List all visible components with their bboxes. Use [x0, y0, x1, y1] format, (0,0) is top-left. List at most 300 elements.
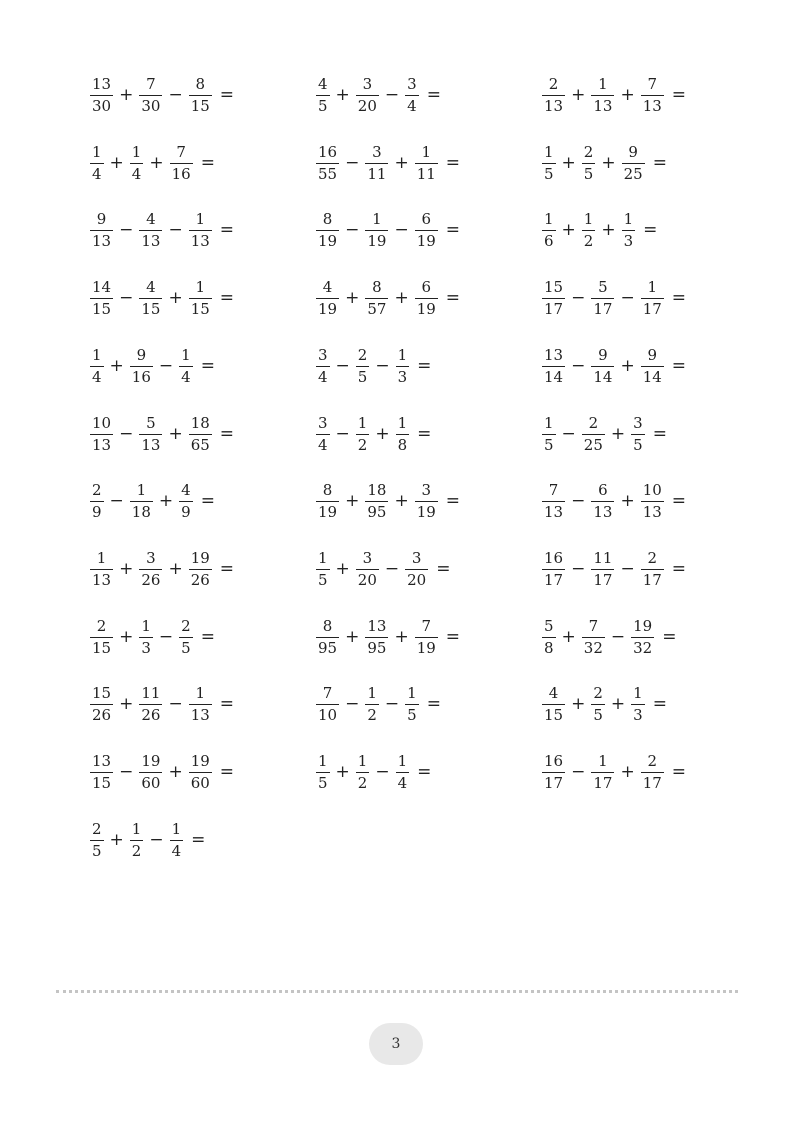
fraction	[591, 74, 614, 115]
fraction-numerator: 4	[181, 480, 191, 499]
math-problem	[540, 680, 667, 728]
fraction-denominator: 26	[141, 705, 161, 724]
fraction-numerator: 3	[318, 345, 328, 364]
operator-sign: −	[335, 424, 350, 444]
math-problem	[314, 477, 460, 525]
operator-sign: +	[149, 153, 164, 173]
fraction-numerator: 13	[92, 74, 112, 93]
fraction-numerator: 1	[96, 548, 107, 567]
fraction	[316, 480, 339, 521]
fraction-numerator: 3	[372, 142, 382, 161]
operator-sign: +	[119, 559, 134, 579]
fraction-denominator: 5	[633, 435, 643, 454]
fraction-denominator: 13	[92, 435, 112, 454]
fraction	[396, 413, 410, 454]
fraction-numerator: 3	[407, 74, 417, 93]
fraction-denominator: 4	[318, 367, 328, 386]
operator-sign: +	[119, 627, 134, 647]
fraction	[356, 345, 370, 386]
fraction	[179, 345, 193, 386]
fraction	[170, 819, 184, 860]
operator-sign: +	[610, 694, 626, 714]
fraction-denominator: 95	[367, 638, 387, 657]
fraction-denominator: 5	[544, 164, 554, 183]
operator-sign: +	[561, 153, 576, 173]
fraction-denominator: 2	[583, 231, 594, 250]
fraction	[542, 751, 565, 792]
fraction	[405, 74, 419, 115]
fraction-denominator: 30	[92, 96, 112, 115]
fraction-denominator: 20	[357, 96, 377, 115]
fraction-numerator: 2	[647, 751, 657, 770]
operator-sign: −	[384, 559, 400, 579]
fraction	[170, 142, 193, 183]
fraction	[542, 413, 556, 454]
math-problem	[88, 139, 215, 187]
fraction-numerator: 1	[397, 345, 408, 364]
fraction-numerator: 8	[322, 209, 333, 228]
fraction-denominator: 8	[397, 435, 408, 454]
operator-sign: +	[168, 762, 183, 782]
page-number: 3	[391, 1036, 401, 1052]
fraction-denominator: 19	[416, 231, 436, 250]
fraction	[622, 142, 645, 183]
fraction	[641, 548, 664, 589]
fraction-denominator: 19	[367, 231, 387, 250]
fraction-denominator: 4	[92, 367, 102, 386]
fraction-numerator: 11	[141, 683, 161, 702]
operator-sign: +	[119, 694, 134, 714]
fraction-numerator: 10	[92, 413, 112, 432]
fraction	[316, 616, 339, 657]
math-problem	[540, 206, 657, 254]
operator-sign: +	[601, 153, 616, 173]
math-problem	[314, 748, 431, 796]
operator-sign: −	[168, 85, 183, 105]
fraction	[582, 209, 596, 250]
fraction-denominator: 5	[318, 96, 328, 115]
fraction	[130, 142, 144, 183]
fraction-numerator: 4	[322, 277, 333, 296]
fraction-denominator: 3	[397, 367, 408, 386]
math-problem	[540, 477, 686, 525]
fraction-numerator: 2	[548, 74, 559, 93]
fraction-denominator: 25	[583, 435, 603, 454]
fraction	[405, 548, 428, 589]
fraction	[189, 413, 212, 454]
fraction	[631, 413, 645, 454]
fraction	[631, 683, 645, 724]
math-problem	[314, 545, 450, 593]
fraction-numerator: 1	[397, 413, 408, 432]
fraction-denominator: 17	[642, 299, 662, 318]
fraction-denominator: 20	[407, 570, 427, 589]
fraction-numerator: 1	[583, 209, 594, 228]
dotted-cut-line	[56, 990, 738, 993]
fraction	[316, 277, 339, 318]
operator-sign: +	[620, 356, 635, 376]
fraction-denominator: 4	[397, 773, 408, 792]
fraction-denominator: 16	[171, 164, 191, 183]
fraction-denominator: 4	[171, 841, 182, 860]
fraction-numerator: 9	[647, 345, 657, 364]
equals-sign: =	[671, 559, 687, 579]
fraction-denominator: 15	[190, 299, 210, 318]
fraction	[316, 345, 330, 386]
math-problem	[88, 342, 215, 390]
fraction-denominator: 17	[544, 570, 564, 589]
fraction-numerator: 9	[628, 142, 638, 161]
fraction	[365, 209, 388, 250]
fraction	[189, 209, 212, 250]
equals-sign: =	[219, 424, 235, 444]
operator-sign: −	[149, 830, 164, 850]
equals-sign: =	[445, 220, 461, 240]
math-problem	[314, 139, 460, 187]
operator-sign: +	[571, 694, 586, 714]
fraction-numerator: 1	[171, 819, 182, 838]
fraction	[139, 548, 162, 589]
equals-sign: =	[445, 627, 461, 647]
fraction	[415, 142, 438, 183]
operator-sign: −	[345, 220, 360, 240]
fraction-denominator: 17	[544, 773, 564, 792]
fraction-numerator: 2	[96, 616, 107, 635]
operator-sign: +	[168, 288, 183, 308]
fraction-numerator: 5	[146, 413, 156, 432]
fraction-denominator: 15	[141, 299, 161, 318]
fraction	[316, 548, 330, 589]
equals-sign: =	[417, 424, 432, 444]
fraction-denominator: 25	[623, 164, 643, 183]
fraction-numerator: 1	[131, 819, 142, 838]
math-problem	[88, 680, 234, 728]
fraction	[582, 142, 596, 183]
equals-sign: =	[652, 153, 667, 173]
fraction	[130, 345, 153, 386]
fraction-numerator: 5	[598, 277, 608, 296]
operator-sign: +	[610, 424, 626, 444]
fraction-denominator: 17	[642, 773, 662, 792]
math-problem	[314, 71, 441, 119]
fraction	[542, 74, 565, 115]
fraction-numerator: 2	[92, 819, 102, 838]
equals-sign: =	[671, 491, 687, 511]
operator-sign: +	[335, 762, 350, 782]
equals-sign: =	[219, 220, 235, 240]
operator-sign: −	[394, 220, 409, 240]
equals-sign: =	[436, 559, 451, 579]
fraction	[591, 277, 614, 318]
fraction-denominator: 13	[190, 705, 210, 724]
fraction-denominator: 13	[141, 231, 161, 250]
fraction-numerator: 18	[367, 480, 387, 499]
fraction-denominator: 14	[544, 367, 564, 386]
fraction-numerator: 7	[588, 616, 599, 635]
fraction	[90, 413, 113, 454]
math-problem	[314, 274, 460, 322]
fraction-denominator: 4	[92, 164, 102, 183]
fraction	[415, 209, 438, 250]
fraction-numerator: 2	[588, 413, 599, 432]
fraction	[542, 209, 556, 250]
operator-sign: +	[168, 559, 183, 579]
fraction-denominator: 9	[181, 502, 191, 521]
fraction-denominator: 19	[416, 502, 436, 521]
fraction-numerator: 7	[421, 616, 431, 635]
fraction-numerator: 19	[190, 548, 210, 567]
operator-sign: −	[335, 356, 350, 376]
equals-sign: =	[417, 356, 432, 376]
fraction	[139, 277, 162, 318]
fraction-numerator: 1	[623, 209, 634, 228]
fraction-numerator: 1	[181, 345, 191, 364]
operator-sign: +	[345, 491, 360, 511]
fraction-numerator: 1	[397, 751, 408, 770]
fraction	[90, 277, 113, 318]
equals-sign: =	[671, 762, 687, 782]
equals-sign: =	[426, 694, 441, 714]
operator-sign: −	[375, 762, 390, 782]
fraction-denominator: 57	[367, 299, 387, 318]
fraction	[90, 142, 104, 183]
math-problem	[540, 139, 667, 187]
fraction-numerator: 3	[421, 480, 431, 499]
fraction-numerator: 3	[318, 413, 328, 432]
operator-sign: +	[345, 627, 360, 647]
operator-sign: +	[335, 559, 350, 579]
fraction	[179, 616, 193, 657]
equals-sign: =	[219, 85, 235, 105]
fraction-numerator: 7	[176, 142, 186, 161]
fraction-denominator: 5	[318, 570, 328, 589]
equals-sign: =	[219, 762, 235, 782]
fraction-denominator: 15	[92, 773, 112, 792]
operator-sign: −	[571, 762, 586, 782]
fraction-numerator: 2	[647, 548, 657, 567]
operator-sign: −	[571, 491, 586, 511]
fraction	[139, 74, 162, 115]
math-problem	[88, 748, 234, 796]
fraction	[139, 683, 162, 724]
fraction-denominator: 4	[318, 435, 328, 454]
operator-sign: +	[620, 85, 635, 105]
fraction-numerator: 8	[322, 480, 333, 499]
fraction-denominator: 95	[318, 638, 338, 657]
math-problem	[540, 274, 686, 322]
fraction-numerator: 1	[195, 277, 205, 296]
fraction-numerator: 1	[647, 277, 657, 296]
equals-sign: =	[671, 356, 687, 376]
fraction-denominator: 26	[190, 570, 210, 589]
math-problem	[314, 680, 441, 728]
fraction	[396, 345, 410, 386]
fraction-denominator: 3	[141, 638, 151, 657]
fraction	[641, 345, 664, 386]
fraction-denominator: 30	[141, 96, 161, 115]
fraction	[405, 683, 419, 724]
fraction-numerator: 1	[544, 209, 554, 228]
fraction	[189, 751, 212, 792]
operator-sign: −	[119, 288, 134, 308]
equals-sign: =	[671, 85, 687, 105]
fraction-denominator: 9	[92, 502, 102, 521]
fraction-numerator: 1	[195, 683, 205, 702]
fraction-denominator: 17	[593, 570, 613, 589]
fraction-numerator: 7	[322, 683, 333, 702]
math-problem	[540, 545, 686, 593]
math-problem	[314, 342, 431, 390]
fraction-denominator: 3	[633, 705, 643, 724]
operator-sign: +	[620, 762, 635, 782]
fraction-numerator: 1	[367, 683, 377, 702]
fraction	[542, 345, 565, 386]
fraction-denominator: 19	[318, 299, 338, 318]
fraction-denominator: 4	[407, 96, 417, 115]
operator-sign: +	[394, 627, 409, 647]
fraction	[396, 751, 410, 792]
fraction-numerator: 1	[407, 683, 417, 702]
fraction	[316, 683, 339, 724]
fraction-numerator: 1	[357, 413, 368, 432]
fraction	[356, 413, 370, 454]
fraction-numerator: 1	[92, 345, 102, 364]
fraction-denominator: 13	[593, 502, 613, 521]
fraction-numerator: 8	[322, 616, 333, 635]
operator-sign: −	[119, 220, 134, 240]
equals-sign: =	[445, 288, 461, 308]
fraction	[591, 751, 614, 792]
fraction	[365, 277, 388, 318]
fraction-numerator: 1	[598, 74, 608, 93]
fraction-denominator: 17	[593, 299, 613, 318]
math-problem	[88, 545, 234, 593]
fraction-denominator: 14	[642, 367, 662, 386]
fraction-numerator: 16	[544, 548, 564, 567]
operator-sign: +	[561, 627, 576, 647]
math-problem	[540, 748, 686, 796]
operator-sign: +	[375, 424, 390, 444]
fraction	[139, 413, 162, 454]
operator-sign: −	[119, 762, 134, 782]
operator-sign: +	[119, 85, 134, 105]
operator-sign: +	[601, 220, 616, 240]
operator-sign: −	[158, 627, 174, 647]
fraction-numerator: 1	[372, 209, 382, 228]
fraction	[189, 277, 212, 318]
fraction-numerator: 2	[92, 480, 102, 499]
fraction-denominator: 15	[544, 705, 564, 724]
fraction	[622, 209, 636, 250]
fraction-numerator: 7	[548, 480, 559, 499]
fraction-denominator: 26	[92, 705, 112, 724]
fraction-numerator: 8	[372, 277, 382, 296]
fraction-denominator: 17	[544, 299, 564, 318]
fraction	[90, 548, 113, 589]
fraction-numerator: 6	[421, 277, 431, 296]
fraction	[90, 480, 104, 521]
fraction-denominator: 60	[141, 773, 161, 792]
fraction-numerator: 6	[598, 480, 608, 499]
fraction-denominator: 26	[141, 570, 161, 589]
fraction	[356, 74, 379, 115]
fraction-denominator: 19	[318, 231, 338, 250]
fraction	[582, 413, 605, 454]
math-problem	[540, 410, 667, 458]
operator-sign: −	[345, 153, 360, 173]
fraction-denominator: 5	[407, 705, 417, 724]
fraction-denominator: 5	[544, 435, 554, 454]
fraction	[90, 74, 113, 115]
equals-sign: =	[219, 288, 235, 308]
fraction-numerator: 7	[146, 74, 156, 93]
fraction	[90, 683, 113, 724]
equals-sign: =	[191, 830, 206, 850]
fraction-numerator: 19	[190, 751, 210, 770]
fraction	[365, 142, 388, 183]
equals-sign: =	[445, 491, 461, 511]
fraction	[179, 480, 193, 521]
fraction	[316, 142, 339, 183]
fraction-denominator: 6	[544, 231, 554, 250]
fraction-numerator: 4	[146, 277, 156, 296]
fraction	[641, 74, 664, 115]
fraction-numerator: 3	[362, 548, 373, 567]
fraction	[139, 616, 153, 657]
fraction	[189, 74, 212, 115]
fraction-denominator: 13	[642, 96, 662, 115]
math-problem	[88, 274, 234, 322]
operator-sign: +	[345, 288, 360, 308]
fraction	[542, 683, 565, 724]
fraction	[591, 683, 605, 724]
fraction-numerator: 9	[598, 345, 608, 364]
fraction-denominator: 17	[642, 570, 662, 589]
fraction-denominator: 11	[416, 164, 436, 183]
math-problem	[88, 816, 205, 864]
math-problem	[314, 206, 460, 254]
fraction	[591, 480, 614, 521]
operator-sign: +	[571, 85, 586, 105]
fraction-denominator: 16	[131, 367, 151, 386]
fraction	[356, 548, 379, 589]
fraction	[542, 480, 565, 521]
fraction-denominator: 19	[416, 638, 436, 657]
math-problem	[314, 410, 431, 458]
fraction	[90, 209, 113, 250]
fraction-numerator: 4	[318, 74, 328, 93]
fraction-numerator: 19	[141, 751, 161, 770]
equals-sign: =	[417, 762, 432, 782]
fraction-numerator: 15	[92, 683, 112, 702]
operator-sign: +	[109, 356, 124, 376]
equals-sign: =	[652, 424, 667, 444]
fraction-numerator: 1	[136, 480, 147, 499]
fraction-denominator: 13	[593, 96, 613, 115]
fraction-numerator: 1	[92, 142, 102, 161]
fraction-denominator: 10	[318, 705, 338, 724]
fraction-numerator: 5	[544, 616, 554, 635]
math-problem	[314, 613, 460, 661]
fraction	[542, 142, 556, 183]
fraction-denominator: 8	[544, 638, 554, 657]
fraction	[641, 751, 664, 792]
fraction-numerator: 1	[633, 683, 643, 702]
equals-sign: =	[200, 491, 215, 511]
equals-sign: =	[426, 85, 441, 105]
equals-sign: =	[445, 153, 461, 173]
operator-sign: −	[571, 356, 586, 376]
